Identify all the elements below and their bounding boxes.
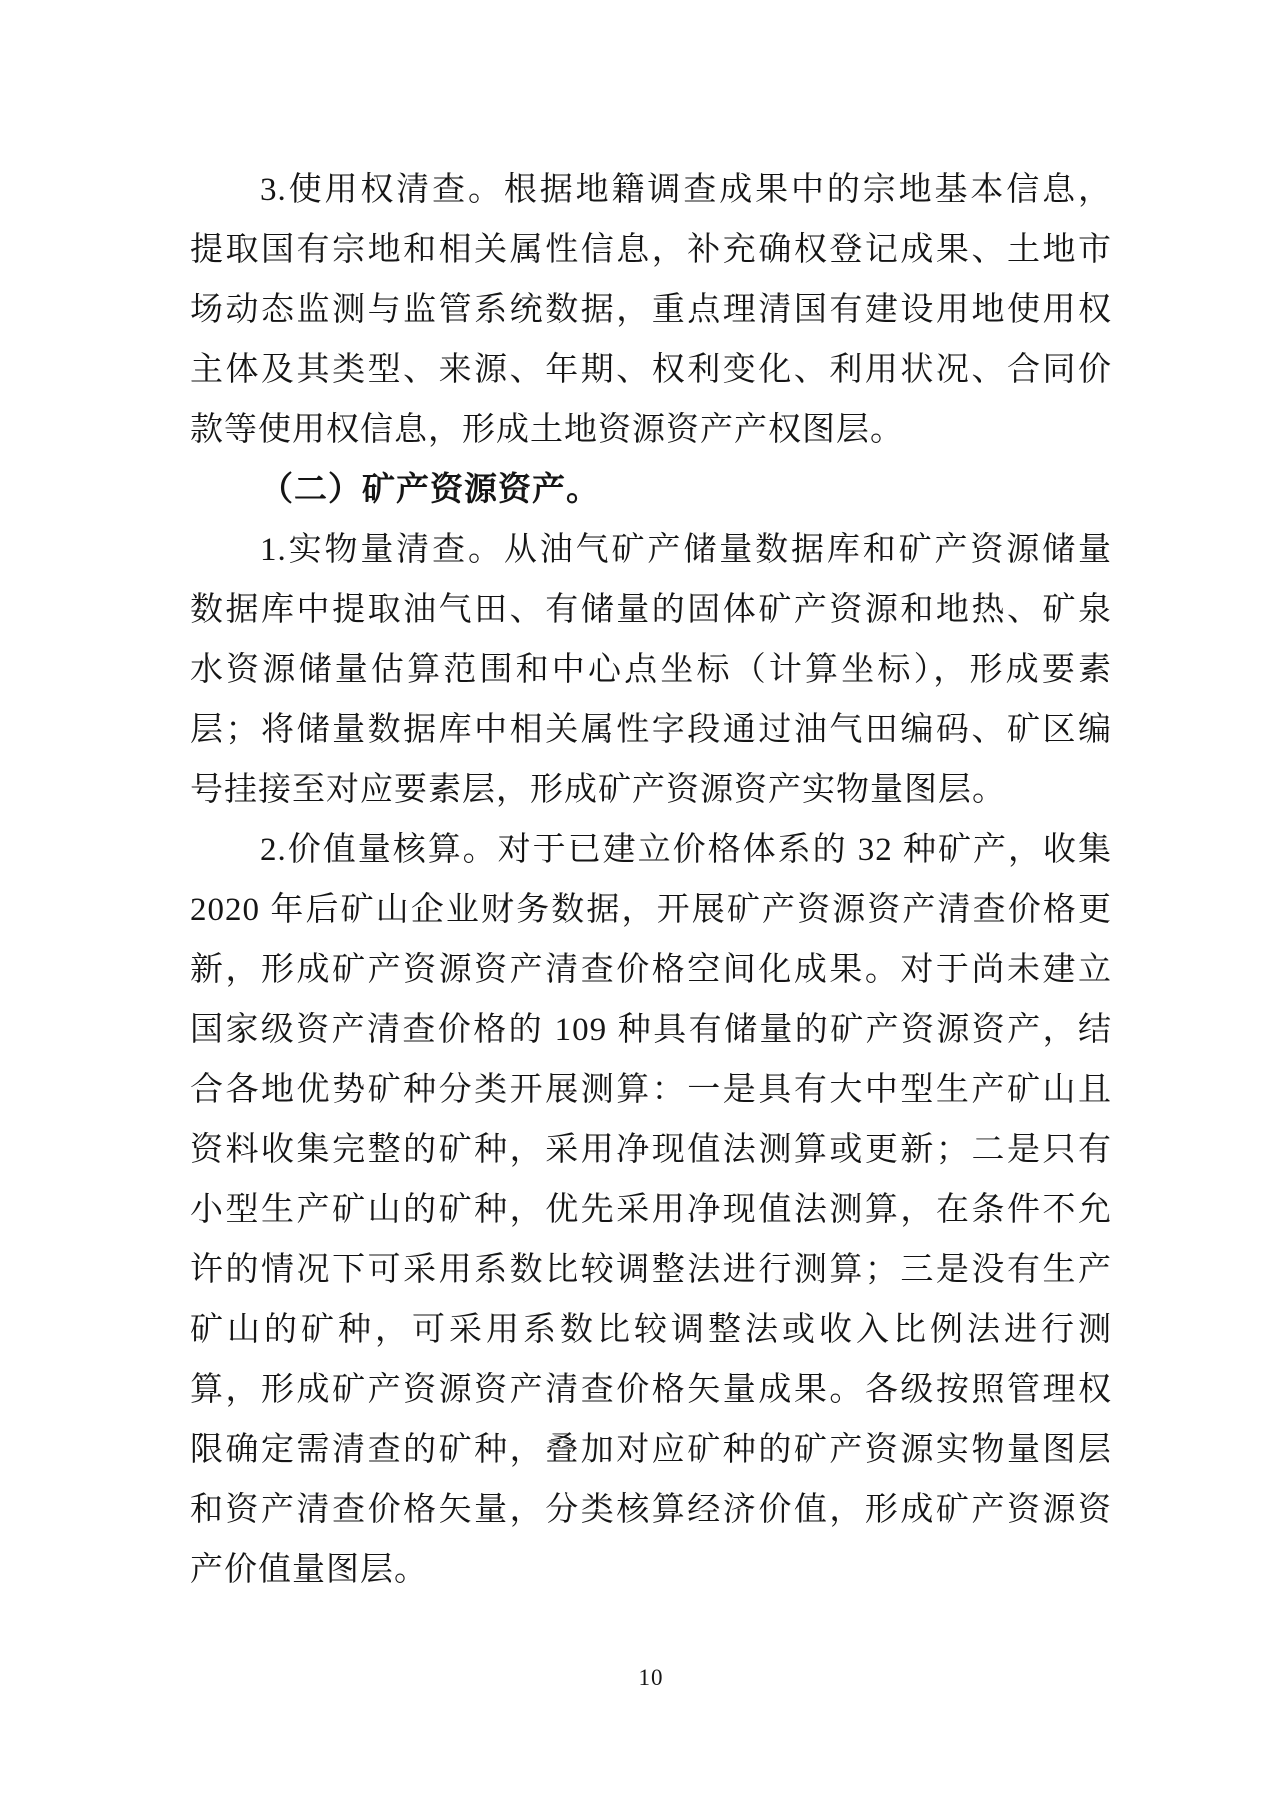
body-line: 1.实物量清查。从油气矿产储量数据库和矿产资源储量 (260, 532, 1112, 568)
body-line: 提取国有宗地和相关属性信息，补充确权登记成果、土地市 (190, 232, 1112, 268)
document-body (190, 160, 1112, 1600)
body-line: 2.价值量核算。对于已建立价格体系的 32 种矿产，收集 (260, 832, 1112, 868)
body-line: 许的情况下可采用系数比较调整法进行测算；三是没有生产 (190, 1252, 1112, 1288)
body-line: 号挂接至对应要素层，形成矿产资源资产实物量图层。 (190, 772, 1006, 808)
body-line: 层；将储量数据库中相关属性字段通过油气田编码、矿区编 (190, 712, 1112, 748)
section-heading: （二）矿产资源资产。 (260, 472, 600, 508)
body-line: 2020 年后矿山企业财务数据，开展矿产资源资产清查价格更 (190, 892, 1112, 928)
body-line: 和资产清查价格矢量，分类核算经济价值，形成矿产资源资 (190, 1492, 1112, 1528)
body-line: 主体及其类型、来源、年期、权利变化、利用状况、合同价 (190, 352, 1112, 388)
body-line: 3.使用权清查。根据地籍调查成果中的宗地基本信息， (260, 172, 1112, 208)
body-line: 水资源储量估算范围和中心点坐标（计算坐标），形成要素 (190, 652, 1112, 688)
body-line: 场动态监测与监管系统数据，重点理清国有建设用地使用权 (190, 292, 1112, 328)
body-line: 矿山的矿种，可采用系数比较调整法或收入比例法进行测 (190, 1312, 1112, 1348)
body-line: 产价值量图层。 (190, 1552, 428, 1588)
body-line: 小型生产矿山的矿种，优先采用净现值法测算，在条件不允 (190, 1192, 1112, 1228)
body-line: 算，形成矿产资源资产清查价格矢量成果。各级按照管理权 (190, 1372, 1112, 1408)
body-line: 资料收集完整的矿种，采用净现值法测算或更新；二是只有 (190, 1132, 1112, 1168)
body-line: 国家级资产清查价格的 109 种具有储量的矿产资源资产，结 (190, 1012, 1112, 1048)
body-line: 款等使用权信息，形成土地资源资产产权图层。 (190, 412, 904, 448)
body-line: 限确定需清查的矿种，叠加对应矿种的矿产资源实物量图层 (190, 1432, 1112, 1468)
page-number: 10 (638, 1665, 664, 1690)
body-line: 数据库中提取油气田、有储量的固体矿产资源和地热、矿泉 (190, 592, 1112, 628)
body-line: 合各地优势矿种分类开展测算：一是具有大中型生产矿山且 (190, 1072, 1112, 1108)
body-line: 新，形成矿产资源资产清查价格空间化成果。对于尚未建立 (190, 952, 1112, 988)
